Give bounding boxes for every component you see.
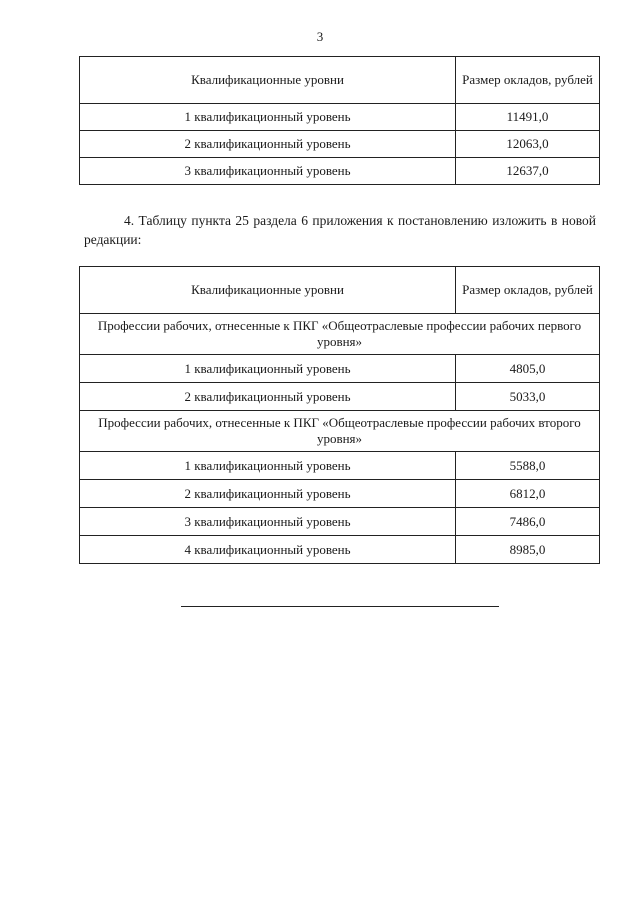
table-row [80,131,600,158]
header-qualification-levels: Квалификационные уровни [80,57,456,104]
table-row [80,480,600,508]
table-row [80,158,600,185]
salary-cell: 8985,0 [456,536,600,564]
level-cell: 2 квалификационный уровень [80,383,456,411]
table-row [80,383,600,411]
salary-table-1 [79,56,600,185]
table-row [80,104,600,131]
salary-cell: 6812,0 [456,480,600,508]
salary-cell: 7486,0 [456,508,600,536]
level-cell: 3 квалификационный уровень [80,158,456,185]
level-cell: 4 квалификационный уровень [80,536,456,564]
header-qualification-levels: Квалификационные уровни [80,267,456,314]
salary-cell: 12063,0 [456,131,600,158]
section-title: Профессии рабочих, отнесенные к ПКГ «Общеотраслевые профессии рабочих второго уровня» [80,411,600,452]
end-divider-line [181,606,499,607]
level-cell: 1 квалификационный уровень [80,355,456,383]
table-header-row [80,267,600,314]
table-row [80,355,600,383]
page-number: 3 [316,29,324,44]
level-cell: 3 квалификационный уровень [80,508,456,536]
level-cell: 1 квалификационный уровень [80,452,456,480]
salary-cell: 5588,0 [456,452,600,480]
salary-cell: 12637,0 [456,158,600,185]
table-row [80,508,600,536]
section-title: Профессии рабочих, отнесенные к ПКГ «Общеотраслевые профессии рабочих первого уровня» [80,314,600,355]
amendment-paragraph: 4. Таблицу пункта 25 раздела 6 приложения к постановлению изложить в новой редакции: [84,213,596,247]
salary-cell: 5033,0 [456,383,600,411]
salary-cell: 4805,0 [456,355,600,383]
salary-table-2 [79,266,600,564]
level-cell: 2 квалификационный уровень [80,480,456,508]
table-row [80,536,600,564]
section-header-row [80,411,600,452]
table-header-row [80,57,600,104]
level-cell: 1 квалификационный уровень [80,104,456,131]
level-cell: 2 квалификационный уровень [80,131,456,158]
header-salary-size: Размер окладов, рублей [456,57,600,104]
table-row [80,452,600,480]
salary-cell: 11491,0 [456,104,600,131]
section-header-row [80,314,600,355]
header-salary-size: Размер окладов, рублей [456,267,600,314]
